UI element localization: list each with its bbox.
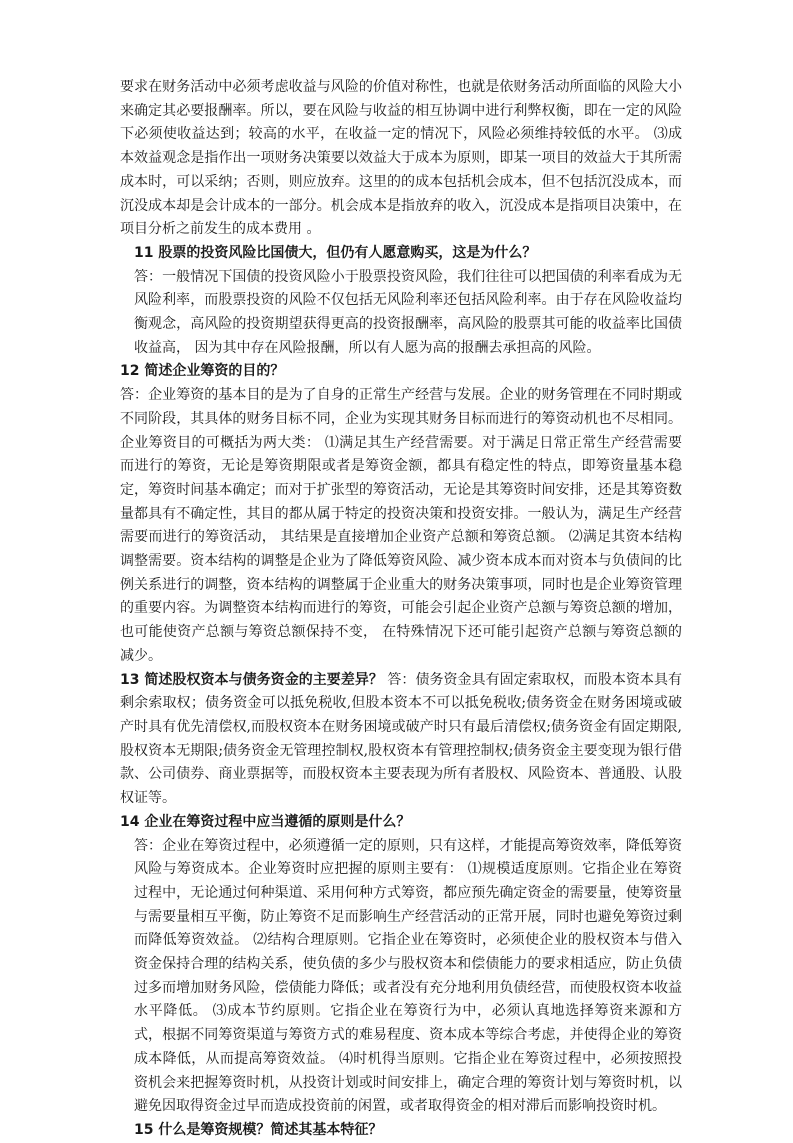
question-15: 15 什么是筹资规模？简述其基本特征？ bbox=[134, 1121, 383, 1138]
question-13: 13 简述股权资本与债务资金的主要差异？ bbox=[120, 671, 383, 688]
answer-11: 答：一般情况下国债的投资风险小于股票投资风险，我们往往可以把国债的利率看成为无风险利率，而股票投资的风险不仅包括无风险利率还包括风险利率。由于存在风险收益均衡观念，高风险的投资期望获得更高的投资报酬率，高风险的股票其可能的收益率比国债收益高， 因为其中存在风险报酬，所以有人愿为高的报酬去承担高的风险。 bbox=[134, 268, 682, 356]
question-14: 14 企业在筹资过程中应当遵循的原则是什么？ bbox=[120, 813, 411, 830]
question-11: 11 股票的投资风险比国债大，但仍有人愿意购买，这是为什么？ bbox=[134, 244, 537, 261]
answer-13: 答：债务资金具有固定索取权，而股本资本具有剩余索取权；债务资金可以抵免税收,但股本资本不可以抵免税收;债务资金在财务困境或破产时具有优先清偿权,而股权资本在财务困境或破产时只有最后清偿权;债务资金有固定期限,股权资本无期限;债务资金无管理控制权,股权资本有管理控制权;债务资金主要变现为银行借款、公司债券、商业票据等，而股权资本主要表现为所有者股权、风险资本、普通股、认股权证等。 bbox=[120, 671, 682, 807]
document-page bbox=[120, 76, 682, 1143]
answer-12: 答：企业筹资的基本目的是为了自身的正常生产经营与发展。企业的财务管理在不同时期或不同阶段，其具体的财务目标不同，企业为实现其财务目标而进行的筹资动机也不尽相同。企业筹资目的可概括为两大类： ⑴满足其生产经营需要。对于满足日常正常生产经营需要而进行的筹资，无论是筹资期限或者是筹资金额，都具有稳定性的特点，即筹资量基本稳定，筹资时间基本确定；而对于扩张型的筹资活动，无论是其筹资时间安排，还是其筹资数量都具有不确定性，其目的都从属于特定的投资决策和投资安排。一般认为，满足生产经营需要而进行的筹资活动， 其结果是直接增加企业资产总额和筹资总额。 ⑵满足其资本结构调整需要。资本结构的调整是企业为了降低筹资风险、减少资本成本而对资本与负债间的比例关系进行的调整，资本结构的调整属于企业重大的财务决策事项，同时也是企业筹资管理的重要内容。为调整资本结构而进行的筹资，可能会引起企业资产总额与筹资总额的增加，也可能使资产总额与筹资总额保持不变， 在特殊情况下还可能引起资产总额与筹资总额的减少。 bbox=[120, 387, 682, 664]
answer-14: 答：企业在筹资过程中，必须遵循一定的原则，只有这样，才能提高筹资效率，降低筹资风险与筹资成本。企业筹资时应把握的原则主要有： ⑴规模适度原则。它指企业在筹资过程中，无论通过何种渠道、采用何种方式筹资，都应预先确定资金的需要量，使筹资量与需要量相互平衡，防止筹资不足而影响生产经营活动的正常开展，同时也避免筹资过剩而降低筹资效益。 ⑵结构合理原则。它指企业在筹资时，必须使企业的股权资本与借入资金保持合理的结构关系，使负债的多少与股权资本和偿债能力的要求相适应，防止负债过多而增加财务风险，偿债能力降低；或者没有充分地利用负债经营，而使股权资本收益水平降低。 ⑶成本节约原则。它指企业在筹资行为中，必须认真地选择筹资来源和方式，根据不同筹资渠道与筹资方式的难易程度、资本成本等综合考虑，并使得企业的筹资成本降低，从而提高筹资效益。 ⑷时机得当原则。它指企业在筹资过程中，必须按照投资机会来把握筹资时机，从投资计划或时间安排上，确定合理的筹资计划与筹资时机，以避免因取得资金过早而造成投资前的闲置，或者取得资金的相对滞后而影响投资时机。 bbox=[134, 837, 682, 1115]
question-12: 12 简述企业筹资的目的？ bbox=[120, 363, 285, 380]
paragraph-intro: 要求在财务活动中必须考虑收益与风险的价值对称性，也就是依财务活动所面临的风险大小来确定其必要报酬率。所以，要在风险与收益的相互协调中进行利弊权衡，即在一定的风险下必须使收益达到；较高的水平，在收益一定的情况下，风险必须维持较低的水平。 ⑶成本效益观念是指作出一项财务决策要以效益大于成本为原则，即某一项目的效益大于其所需成本时，可以采纳；否则，则应放弃。这里的的成本包括机会成本，但不包括沉没成本，而沉没成本却是会计成本的一部分。机会成本是指放弃的收入，沉没成本是指项目决策中，在项目分析之前发生的成本费用 。 bbox=[120, 79, 682, 238]
question-answer-13 bbox=[120, 669, 682, 811]
